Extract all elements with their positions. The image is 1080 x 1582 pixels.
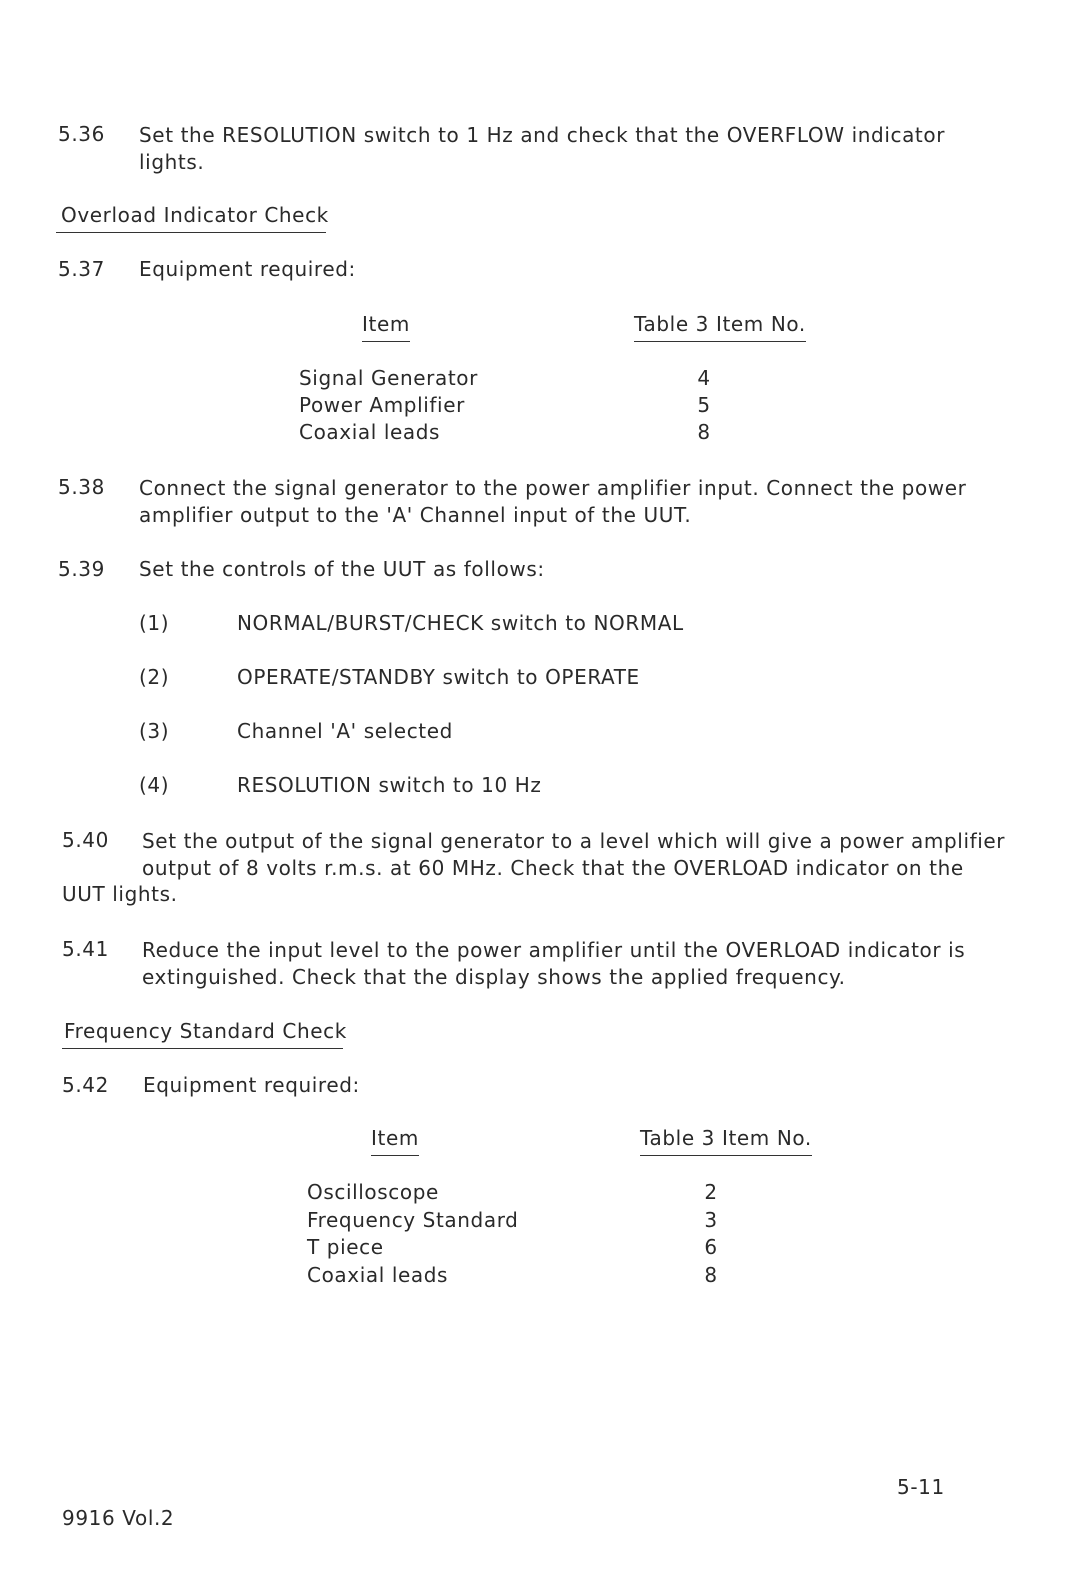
control-text: Channel 'A' selected [237, 719, 453, 743]
table1-row-item: Signal Generator [299, 366, 478, 390]
table1-row-item: Coaxial leads [299, 420, 441, 444]
para-5-41-line-1: Reduce the input level to the power amplifier until the OVERLOAD indicator is [142, 938, 966, 962]
table1-row-no: 8 [697, 420, 711, 444]
table2-row-no: 2 [704, 1180, 718, 1204]
control-text: RESOLUTION switch to 10 Hz [237, 773, 542, 797]
table1-row-no: 4 [697, 366, 711, 390]
para-5-38-text [139, 475, 967, 529]
control-text: NORMAL/BURST/CHECK switch to NORMAL [237, 611, 684, 635]
page-number: 5-11 [897, 1475, 945, 1499]
para-number-5-38: 5.38 [58, 475, 105, 499]
para-5-37-text: Equipment required: [139, 257, 356, 281]
section-heading-overload: Overload Indicator Check [56, 203, 326, 233]
control-number: (1) [139, 611, 170, 635]
table2-row-no: 3 [704, 1208, 718, 1232]
document-reference: 9916 Vol.2 [62, 1506, 175, 1530]
para-5-40-line-1: Set the output of the signal generator to a level which will give a power amplifier [142, 829, 1006, 853]
table2-row-no: 6 [704, 1235, 718, 1259]
para-5-36-line-2: lights. [139, 150, 205, 174]
para-5-41-text [142, 937, 965, 991]
para-5-36-text [139, 122, 945, 176]
table1-header-item-no: Table 3 Item No. [634, 312, 806, 342]
table2-header-item-no: Table 3 Item No. [640, 1126, 812, 1156]
section-heading-frequency: Frequency Standard Check [62, 1019, 343, 1049]
table2-row-item: Oscilloscope [307, 1180, 439, 1204]
table1-header-item: Item [362, 312, 410, 342]
para-5-39-text: Set the controls of the UUT as follows: [139, 557, 545, 581]
para-number-5-42: 5.42 [62, 1073, 109, 1097]
para-5-38-line-1: Connect the signal generator to the power amplifier input. Connect the power [139, 476, 967, 500]
para-5-40-line-2: output of 8 volts r.m.s. at 60 MHz. Check that the OVERLOAD indicator on the [142, 856, 964, 880]
control-number: (3) [139, 719, 170, 743]
table1-row-item: Power Amplifier [299, 393, 465, 417]
para-5-41-line-2: extinguished. Check that the display shows the applied frequency. [142, 965, 846, 989]
table1-row-no: 5 [697, 393, 711, 417]
control-number: (2) [139, 665, 170, 689]
para-5-38-line-2: amplifier output to the 'A' Channel input of the UUT. [139, 503, 692, 527]
table2-row-item: Frequency Standard [307, 1208, 519, 1232]
para-5-36-line-1: Set the RESOLUTION switch to 1 Hz and check that the OVERFLOW indicator [139, 123, 946, 147]
para-number-5-40: 5.40 [62, 828, 109, 852]
control-text: OPERATE/STANDBY switch to OPERATE [237, 665, 640, 689]
para-number-5-41: 5.41 [62, 937, 109, 961]
para-number-5-37: 5.37 [58, 257, 105, 281]
para-number-5-39: 5.39 [58, 557, 105, 581]
para-5-42-text: Equipment required: [143, 1073, 360, 1097]
para-number-5-36: 5.36 [58, 122, 105, 146]
para-5-40-text [142, 828, 1005, 882]
table2-header-item: Item [371, 1126, 419, 1156]
para-5-40-line-3: UUT lights. [62, 882, 178, 906]
table2-row-item: T piece [307, 1235, 384, 1259]
control-number: (4) [139, 773, 170, 797]
table2-row-no: 8 [704, 1263, 718, 1287]
table2-row-item: Coaxial leads [307, 1263, 449, 1287]
